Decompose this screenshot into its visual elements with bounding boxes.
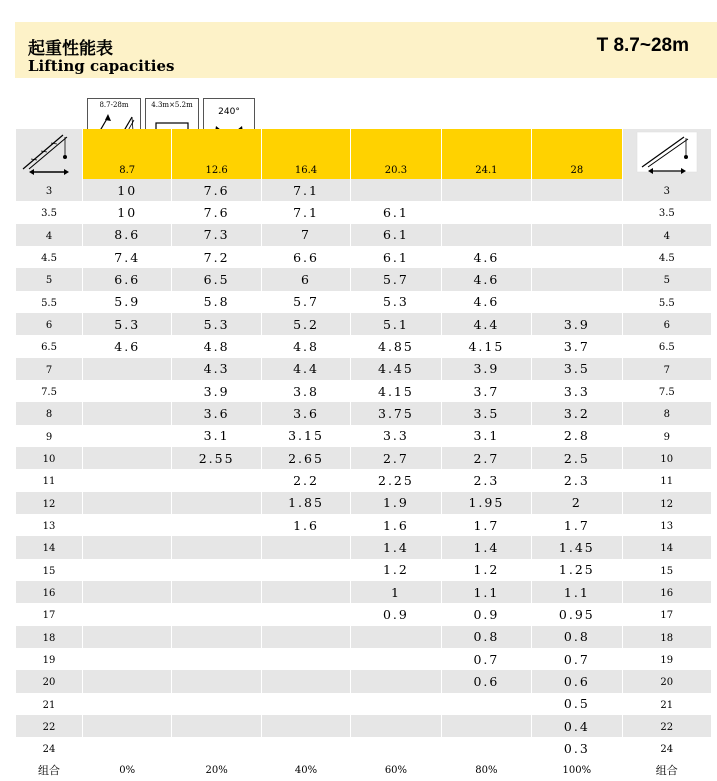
boom-length-header: 16.4 [261, 161, 350, 179]
capacity-cell: 1 [351, 581, 441, 603]
capacity-cell: 3.6 [172, 402, 261, 424]
capacity-cell: 5.1 [351, 313, 441, 335]
table-row [16, 536, 712, 558]
capacity-cell: 2.2 [261, 469, 350, 491]
combination-percent: 20% [172, 760, 261, 781]
capacity-cell [172, 626, 261, 648]
capacity-cell [441, 179, 531, 201]
radius-cell: 17 [16, 603, 83, 625]
radius-cell-right: 3 [622, 179, 711, 201]
combination-percent: 60% [351, 760, 441, 781]
capacity-cell [351, 737, 441, 759]
capacity-cell: 0.9 [351, 603, 441, 625]
radius-cell: 16 [16, 581, 83, 603]
table-row [16, 268, 712, 290]
capacity-cell [83, 469, 172, 491]
capacity-cell [172, 693, 261, 715]
capacity-cell: 7.2 [172, 246, 261, 268]
page-title-en: Lifting capacities [28, 57, 175, 75]
capacity-cell [351, 693, 441, 715]
capacity-cell: 1.4 [441, 536, 531, 558]
radius-cell: 11 [16, 469, 83, 491]
radius-cell: 4 [16, 224, 83, 246]
capacity-cell [172, 536, 261, 558]
capacity-cell [532, 291, 622, 313]
capacity-cell: 0.8 [532, 626, 622, 648]
capacity-cell: 2.3 [441, 469, 531, 491]
capacity-cell: 7.6 [172, 179, 261, 201]
capacity-cell: 4.6 [441, 291, 531, 313]
combination-percent: 80% [441, 760, 531, 781]
table-row [16, 514, 712, 536]
capacity-cell: 1.85 [261, 492, 350, 514]
capacity-cell [261, 626, 350, 648]
capacity-cell [532, 224, 622, 246]
capacity-cell [261, 648, 350, 670]
table-row [16, 224, 712, 246]
capacity-cell [261, 536, 350, 558]
capacity-cell: 0.6 [441, 670, 531, 692]
capacity-cell: 3.3 [351, 425, 441, 447]
radius-cell: 9 [16, 425, 83, 447]
capacity-cell: 1.7 [441, 514, 531, 536]
capacity-cell: 6.6 [83, 268, 172, 290]
capacity-cell: 4.8 [261, 335, 350, 357]
radius-cell-right: 3.5 [622, 201, 711, 223]
radius-cell-right: 12 [622, 492, 711, 514]
capacity-cell: 0.6 [532, 670, 622, 692]
capacity-cell: 4.45 [351, 358, 441, 380]
capacity-cell [351, 648, 441, 670]
capacity-cell [172, 737, 261, 759]
radius-cell-right: 14 [622, 536, 711, 558]
capacity-cell [172, 469, 261, 491]
capacity-cell: 4.6 [441, 268, 531, 290]
capacity-cell [532, 268, 622, 290]
capacity-cell [261, 715, 350, 737]
capacity-cell [532, 201, 622, 223]
capacity-cell: 1.7 [532, 514, 622, 536]
capacity-cell: 1.6 [261, 514, 350, 536]
table-row [16, 201, 712, 223]
capacity-cell: 4.15 [441, 335, 531, 357]
capacity-cell: 3.7 [532, 335, 622, 357]
capacity-cell: 0.5 [532, 693, 622, 715]
capacity-cell [83, 581, 172, 603]
radius-cell: 20 [16, 670, 83, 692]
capacity-cell [261, 559, 350, 581]
capacity-cell: 2.55 [172, 447, 261, 469]
crane-radius-icon [634, 129, 700, 175]
capacity-cell: 5.3 [351, 291, 441, 313]
radius-cell-right: 10 [622, 447, 711, 469]
capacity-cell [83, 648, 172, 670]
capacity-cell: 1.4 [351, 536, 441, 558]
capacity-cell: 2.5 [532, 447, 622, 469]
radius-cell: 7 [16, 358, 83, 380]
radius-cell-right: 16 [622, 581, 711, 603]
radius-cell-right: 24 [622, 737, 711, 759]
capacity-cell: 0.3 [532, 737, 622, 759]
capacity-cell: 2.65 [261, 447, 350, 469]
capacity-cell [261, 670, 350, 692]
radius-cell: 6.5 [16, 335, 83, 357]
table-row [16, 492, 712, 514]
capacity-cell: 2.3 [532, 469, 622, 491]
table-row [16, 693, 712, 715]
capacity-cell: 10 [83, 179, 172, 201]
radius-cell: 22 [16, 715, 83, 737]
capacity-cell [261, 737, 350, 759]
radius-cell-right: 19 [622, 648, 711, 670]
capacity-cell: 3.75 [351, 402, 441, 424]
boom-length-header: 28 [532, 161, 622, 179]
table-row [16, 425, 712, 447]
capacity-cell: 10 [83, 201, 172, 223]
capacity-cell [441, 737, 531, 759]
capacity-cell: 5.3 [172, 313, 261, 335]
radius-cell: 5 [16, 268, 83, 290]
capacity-cell [83, 737, 172, 759]
capacity-cell: 3.15 [261, 425, 350, 447]
capacity-cell [441, 715, 531, 737]
combination-percent: 40% [261, 760, 350, 781]
combination-percent: 100% [532, 760, 622, 781]
capacity-cell [172, 492, 261, 514]
capacity-cell: 3.1 [441, 425, 531, 447]
combination-label-right: 组合 [622, 760, 711, 781]
capacity-cell: 6.1 [351, 201, 441, 223]
capacity-cell: 2.7 [441, 447, 531, 469]
table-row [16, 670, 712, 692]
capacity-cell [83, 536, 172, 558]
capacity-cell [172, 559, 261, 581]
capacity-cell: 7.1 [261, 201, 350, 223]
radius-cell-right: 18 [622, 626, 711, 648]
capacity-cell: 1.9 [351, 492, 441, 514]
combination-row [16, 760, 712, 781]
capacity-cell: 4.85 [351, 335, 441, 357]
combination-percent: 0% [83, 760, 172, 781]
capacity-cell: 5.7 [351, 268, 441, 290]
radius-cell-right: 4 [622, 224, 711, 246]
capacity-cell: 3.8 [261, 380, 350, 402]
capacity-cell: 3.5 [532, 358, 622, 380]
capacity-cell: 3.3 [532, 380, 622, 402]
table-row [16, 648, 712, 670]
radius-cell-right: 22 [622, 715, 711, 737]
capacity-cell [172, 648, 261, 670]
capacity-cell: 6.6 [261, 246, 350, 268]
capacity-cell [532, 246, 622, 268]
boom-length-header: 12.6 [172, 161, 261, 179]
radius-cell-right: 20 [622, 670, 711, 692]
capacity-cell [83, 447, 172, 469]
capacity-cell: 1.1 [441, 581, 531, 603]
capacity-cell [83, 492, 172, 514]
capacity-cell [441, 201, 531, 223]
table-row [16, 313, 712, 335]
capacity-cell [172, 715, 261, 737]
page-title-cn: 起重性能表 [28, 39, 113, 59]
radius-cell-right: 13 [622, 514, 711, 536]
capacity-cell [441, 224, 531, 246]
capacity-cell [83, 380, 172, 402]
table-row [16, 581, 712, 603]
capacity-cell [351, 179, 441, 201]
radius-cell-right: 21 [622, 693, 711, 715]
table-row [16, 447, 712, 469]
capacity-cell: 0.95 [532, 603, 622, 625]
capacity-cell: 0.7 [441, 648, 531, 670]
capacity-cell: 3.9 [532, 313, 622, 335]
radius-cell-right: 5.5 [622, 291, 711, 313]
table-row [16, 358, 712, 380]
capacity-cell [83, 715, 172, 737]
capacity-cell: 1.2 [441, 559, 531, 581]
radius-cell: 12 [16, 492, 83, 514]
capacity-cell: 1.45 [532, 536, 622, 558]
radius-cell-right: 8 [622, 402, 711, 424]
capacity-cell [83, 514, 172, 536]
radius-cell-right: 6.5 [622, 335, 711, 357]
radius-cell-right: 5 [622, 268, 711, 290]
capacity-cell: 3.5 [441, 402, 531, 424]
page-header [15, 22, 717, 78]
capacity-cell: 7.4 [83, 246, 172, 268]
radius-cell: 7.5 [16, 380, 83, 402]
table-row [16, 380, 712, 402]
radius-cell: 19 [16, 648, 83, 670]
capacity-cell: 7.1 [261, 179, 350, 201]
capacity-cell: 1.1 [532, 581, 622, 603]
radius-cell: 5.5 [16, 291, 83, 313]
capacity-cell [532, 179, 622, 201]
radius-cell-right: 15 [622, 559, 711, 581]
capacity-cell [83, 425, 172, 447]
capacity-cell: 6.1 [351, 246, 441, 268]
capacity-cell [83, 559, 172, 581]
table-row [16, 715, 712, 737]
capacity-cell: 4.8 [172, 335, 261, 357]
radius-cell: 14 [16, 536, 83, 558]
boom-radius-icon-cell [622, 129, 711, 179]
capacity-cell: 5.2 [261, 313, 350, 335]
capacity-cell: 1.95 [441, 492, 531, 514]
radius-cell: 18 [16, 626, 83, 648]
capacity-cell [261, 581, 350, 603]
table-row [16, 469, 712, 491]
capacity-cell: 8.6 [83, 224, 172, 246]
table-row [16, 603, 712, 625]
table-row [16, 291, 712, 313]
capacity-cell [83, 670, 172, 692]
radius-cell-right: 7 [622, 358, 711, 380]
capacity-cell: 0.7 [532, 648, 622, 670]
radius-cell: 13 [16, 514, 83, 536]
capacity-cell: 4.6 [83, 335, 172, 357]
boom-length-header: 24.1 [441, 161, 531, 179]
capacity-cell: 7.3 [172, 224, 261, 246]
capacity-cell: 0.8 [441, 626, 531, 648]
capacity-cell: 0.9 [441, 603, 531, 625]
radius-cell-right: 11 [622, 469, 711, 491]
radius-cell: 8 [16, 402, 83, 424]
capacity-cell: 6.5 [172, 268, 261, 290]
capacity-cell [83, 402, 172, 424]
capacity-cell: 3.1 [172, 425, 261, 447]
table-row [16, 246, 712, 268]
capacity-cell: 0.4 [532, 715, 622, 737]
capacity-cell [83, 358, 172, 380]
capacity-cell [172, 603, 261, 625]
radius-cell: 6 [16, 313, 83, 335]
capacity-cell: 6 [261, 268, 350, 290]
capacity-cell: 3.7 [441, 380, 531, 402]
table-row [16, 626, 712, 648]
radius-cell: 15 [16, 559, 83, 581]
capacity-cell: 1.2 [351, 559, 441, 581]
table-row [16, 335, 712, 357]
radius-cell-right: 6 [622, 313, 711, 335]
radius-cell: 10 [16, 447, 83, 469]
boom-range-label: 8.7-28m [99, 101, 129, 109]
capacity-cell: 3.9 [441, 358, 531, 380]
boom-length-header: 20.3 [351, 161, 441, 179]
radius-cell-right: 9 [622, 425, 711, 447]
capacity-cell [441, 693, 531, 715]
capacity-cell [83, 626, 172, 648]
capacity-cell [261, 693, 350, 715]
radius-cell: 24 [16, 737, 83, 759]
capacity-cell: 2.25 [351, 469, 441, 491]
capacity-cell: 5.7 [261, 291, 350, 313]
capacity-cell: 5.9 [83, 291, 172, 313]
radius-cell: 21 [16, 693, 83, 715]
capacity-cell: 4.3 [172, 358, 261, 380]
capacity-cell [83, 693, 172, 715]
slew-angle-label: 240° [218, 107, 240, 117]
radius-cell-right: 7.5 [622, 380, 711, 402]
lifting-capacity-table [15, 129, 712, 781]
capacity-cell: 3.6 [261, 402, 350, 424]
capacity-cell: 4.6 [441, 246, 531, 268]
capacity-cell: 3.2 [532, 402, 622, 424]
capacity-cell: 1.6 [351, 514, 441, 536]
radius-cell: 4.5 [16, 246, 83, 268]
radius-cell: 3 [16, 179, 83, 201]
table-row [16, 737, 712, 759]
radius-cell-right: 4.5 [622, 246, 711, 268]
capacity-cell: 4.15 [351, 380, 441, 402]
combination-label: 组合 [16, 760, 83, 781]
capacity-cell: 2.8 [532, 425, 622, 447]
capacity-cell: 4.4 [261, 358, 350, 380]
radius-cell-right: 17 [622, 603, 711, 625]
capacity-cell [261, 603, 350, 625]
capacity-cell [83, 603, 172, 625]
table-row [16, 559, 712, 581]
outrigger-label: 4.3m×5.2m [151, 101, 193, 109]
radius-cell: 3.5 [16, 201, 83, 223]
capacity-cell: 3.9 [172, 380, 261, 402]
capacity-cell [351, 626, 441, 648]
capacity-cell: 7.6 [172, 201, 261, 223]
capacity-cell: 7 [261, 224, 350, 246]
capacity-cell [351, 670, 441, 692]
boom-length-header: 8.7 [83, 161, 172, 179]
capacity-cell: 4.4 [441, 313, 531, 335]
capacity-cell: 6.1 [351, 224, 441, 246]
capacity-cell: 1.25 [532, 559, 622, 581]
capacity-cell: 5.8 [172, 291, 261, 313]
capacity-cell: 2.7 [351, 447, 441, 469]
crane-radius-icon-cell [16, 129, 83, 179]
capacity-cell: 2 [532, 492, 622, 514]
table-row [16, 179, 712, 201]
capacity-cell: 5.3 [83, 313, 172, 335]
capacity-cell [172, 670, 261, 692]
capacity-cell [351, 715, 441, 737]
capacity-cell [172, 581, 261, 603]
crane-radius-icon [19, 129, 79, 175]
capacity-cell [172, 514, 261, 536]
table-header-top [16, 129, 712, 161]
boom-length-row [16, 161, 712, 179]
table-row [16, 402, 712, 424]
unit-range: T 8.7~28m [596, 35, 689, 56]
